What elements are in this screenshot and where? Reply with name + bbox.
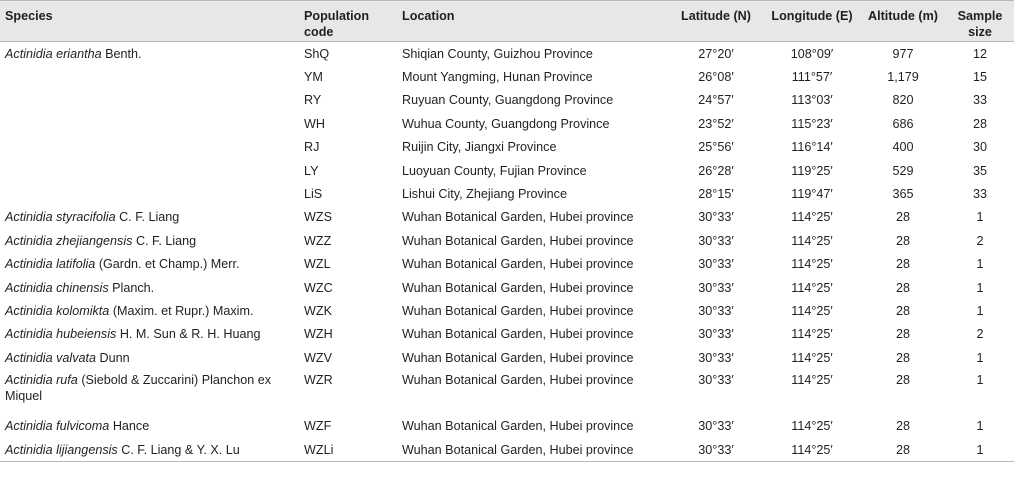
location-cell: Wuhua County, Guangdong Province (402, 116, 610, 131)
species-epithet: kolomikta (56, 303, 110, 318)
species-author: C. F. Liang (119, 210, 180, 225)
species-genus: Actinidia (5, 303, 53, 318)
location-cell: Ruijin City, Jiangxi Province (402, 140, 557, 155)
sample-size-cell: 2 (976, 233, 984, 248)
altitude-cell: 977 (892, 46, 914, 61)
population-code-cell: WZK (304, 303, 332, 318)
longitude-cell: 116°14′ (791, 140, 833, 155)
species-cell (0, 438, 300, 462)
altitude-cell: 28 (860, 438, 946, 462)
species-cell (0, 323, 300, 346)
longitude-cell: 113°03′ (791, 93, 833, 108)
location-cell: Wuhan Botanical Garden, Hubei province (402, 280, 634, 295)
header-row (0, 1, 1014, 42)
species-epithet: styracifolia (56, 210, 116, 225)
sample-size-cell: 1 (976, 350, 984, 365)
sample-size-cell: 35 (972, 163, 987, 178)
sample-size-cell: 1 (976, 257, 984, 272)
population-code-cell: WZL (304, 257, 331, 272)
table-row (0, 65, 1014, 88)
location-cell: Wuhan Botanical Garden, Hubei province (402, 373, 634, 388)
latitude-cell: 30°33′ (698, 350, 734, 365)
altitude-cell: 28 (895, 210, 910, 225)
population-code-cell: ShQ (304, 46, 330, 61)
longitude-cell: 114°25′ (791, 373, 833, 388)
species-genus: Actinidia (5, 442, 53, 457)
location-cell: Wuhan Botanical Garden, Hubei province (402, 303, 634, 318)
latitude-cell: 27°20′ (698, 46, 734, 61)
location-cell: Wuhan Botanical Garden, Hubei province (402, 327, 634, 342)
location-cell: Shiqian County, Guizhou Province (402, 46, 593, 61)
species-author: (Siebold & Zuccarini) Planchon ex Miquel (5, 373, 272, 404)
header-population-code: Population code (300, 1, 398, 42)
longitude-cell: 114°25′ (791, 303, 833, 318)
table-row (0, 42, 1014, 66)
altitude-cell: 28 (895, 303, 910, 318)
latitude-cell: 26°28′ (698, 163, 734, 178)
longitude-cell: 119°47′ (791, 187, 833, 202)
species-binomial (5, 443, 118, 457)
population-code-cell: RY (304, 93, 322, 108)
latitude-cell: 26°08′ (698, 70, 734, 85)
species-binomial (5, 373, 78, 387)
table-header (0, 1, 1014, 42)
population-code-cell: RJ (304, 140, 320, 155)
sample-size-cell: 1 (976, 280, 984, 295)
population-code-cell: WZF (304, 419, 332, 434)
species-epithet: hubeiensis (56, 327, 117, 342)
altitude-cell: 365 (892, 187, 914, 202)
population-code-cell: YM (304, 70, 323, 85)
longitude-cell: 114°25′ (791, 257, 833, 272)
header-sample-size: Sample size (946, 1, 1014, 42)
species-author: (Gardn. et Champ.) Merr. (98, 257, 240, 272)
table-row (0, 414, 1014, 437)
table-row (0, 253, 1014, 276)
population-code-cell: WZR (304, 373, 333, 388)
population-code-cell: WZC (304, 280, 333, 295)
species-author: Benth. (105, 46, 142, 61)
species-cell (0, 206, 300, 229)
species-cell (0, 346, 300, 369)
sample-size-cell: 1 (976, 419, 984, 434)
location-cell: Luoyuan County, Fujian Province (402, 163, 587, 178)
table-row (0, 229, 1014, 252)
species-epithet: chinensis (56, 280, 109, 295)
location-cell: Wuhan Botanical Garden, Hubei province (402, 419, 634, 434)
latitude-cell: 25°56′ (698, 140, 734, 155)
table-row (0, 206, 1014, 229)
table-row (0, 159, 1014, 182)
sample-size-cell: 1 (976, 303, 984, 318)
species-binomial (5, 234, 132, 248)
species-cell (0, 136, 300, 159)
sample-size-cell: 15 (972, 70, 987, 85)
header-latitude: Latitude (N) (668, 1, 764, 42)
species-binomial (5, 281, 109, 295)
population-code-cell: WH (304, 116, 325, 131)
longitude-cell: 108°09′ (790, 46, 834, 61)
longitude-cell: 114°25′ (791, 327, 833, 342)
latitude-cell: 30°33′ (698, 419, 734, 434)
latitude-cell: 24°57′ (698, 93, 734, 108)
latitude-cell: 30°33′ (698, 257, 734, 272)
altitude-cell: 529 (892, 163, 914, 178)
species-genus: Actinidia (5, 419, 53, 434)
location-cell: Wuhan Botanical Garden, Hubei province (402, 210, 634, 225)
species-genus: Actinidia (5, 350, 53, 365)
species-author: H. M. Sun & R. H. Huang (119, 327, 261, 342)
table-row (0, 323, 1014, 346)
table-row (0, 136, 1014, 159)
species-cell (0, 159, 300, 182)
table-row (0, 276, 1014, 299)
longitude-cell: 114°25′ (791, 280, 833, 295)
sample-size-cell: 1 (946, 438, 1014, 462)
latitude-cell: 30°33′ (698, 233, 734, 248)
altitude-cell: 28 (895, 280, 910, 295)
species-binomial (5, 304, 109, 318)
longitude-cell: 114°25′ (791, 233, 833, 248)
location-cell: Wuhan Botanical Garden, Hubei province (398, 438, 668, 462)
species-cell (0, 229, 300, 252)
latitude-cell: 28°15′ (698, 187, 734, 202)
species-binomial (5, 351, 96, 365)
species-cell (0, 65, 300, 88)
species-cell (0, 182, 300, 205)
table-body (0, 42, 1014, 462)
species-epithet: rufa (56, 373, 78, 388)
altitude-cell: 686 (892, 116, 914, 131)
longitude-cell: 119°25′ (791, 163, 833, 178)
table-row (0, 438, 1014, 462)
species-binomial (5, 210, 116, 224)
population-code-cell: WZZ (304, 233, 332, 248)
latitude-cell: 30°33′ (698, 373, 734, 388)
altitude-cell: 1,179 (887, 70, 919, 85)
species-epithet: latifolia (56, 257, 96, 272)
species-binomial (5, 327, 116, 341)
species-cell (0, 414, 300, 437)
species-author: Planch. (112, 280, 155, 295)
altitude-cell: 28 (895, 257, 910, 272)
table-row (0, 112, 1014, 135)
location-cell: Wuhan Botanical Garden, Hubei province (402, 257, 634, 272)
header-location: Location (398, 1, 668, 42)
longitude-cell: 114°25′ (791, 210, 833, 225)
population-code-cell: LiS (304, 187, 323, 202)
species-genus: Actinidia (5, 46, 53, 61)
species-genus: Actinidia (5, 280, 53, 295)
sample-size-cell: 33 (972, 93, 987, 108)
sample-size-cell: 1 (976, 373, 984, 388)
header-longitude: Longitude (E) (764, 1, 860, 42)
latitude-cell: 30°33′ (698, 210, 734, 225)
altitude-cell: 28 (895, 350, 910, 365)
sample-size-cell: 12 (972, 46, 987, 61)
table-row (0, 182, 1014, 205)
longitude-cell: 111°57′ (791, 70, 833, 85)
sample-size-cell: 33 (972, 187, 987, 202)
sample-size-cell: 30 (972, 140, 987, 155)
altitude-cell: 820 (892, 93, 914, 108)
location-cell: Ruyuan County, Guangdong Province (402, 93, 614, 108)
location-cell: Mount Yangming, Hunan Province (402, 70, 593, 85)
species-cell (0, 112, 300, 135)
altitude-cell: 28 (895, 233, 910, 248)
altitude-cell: 28 (895, 419, 910, 434)
sample-size-cell: 28 (972, 116, 987, 131)
location-cell: Wuhan Botanical Garden, Hubei province (402, 233, 634, 248)
species-epithet: valvata (56, 350, 97, 365)
species-author: Hance (112, 419, 150, 434)
species-cell (0, 299, 300, 322)
population-code-cell: WZS (304, 210, 332, 225)
population-code-cell: LY (304, 163, 319, 178)
species-epithet: lijiangensis (56, 442, 118, 457)
species-epithet: eriantha (56, 46, 102, 61)
population-code-cell: WZLi (300, 438, 398, 462)
table-row (0, 346, 1014, 369)
species-cell (0, 89, 300, 112)
altitude-cell: 28 (895, 327, 910, 342)
species-cell (0, 276, 300, 299)
table-row (0, 369, 1014, 414)
species-author: C. F. Liang (135, 233, 197, 248)
latitude-cell: 30°33′ (698, 303, 734, 318)
latitude-cell: 30°33′ (698, 280, 734, 295)
table-row (0, 299, 1014, 322)
species-binomial (5, 257, 95, 271)
longitude-cell: 114°25′ (791, 350, 833, 365)
species-genus: Actinidia (5, 257, 53, 272)
species-binomial (5, 47, 102, 61)
header-altitude: Altitude (m) (860, 1, 946, 42)
population-code-cell: WZH (304, 327, 333, 342)
species-cell (0, 369, 300, 414)
population-code-cell: WZV (304, 350, 332, 365)
location-cell: Wuhan Botanical Garden, Hubei province (402, 350, 634, 365)
species-genus: Actinidia (5, 373, 53, 388)
species-author: (Maxim. et Rupr.) Maxim. (112, 303, 254, 318)
species-epithet: zhejiangensis (56, 233, 133, 248)
species-genus: Actinidia (5, 327, 53, 342)
longitude-cell: 115°23′ (791, 116, 833, 131)
species-epithet: fulvicoma (56, 419, 110, 434)
table-row (0, 89, 1014, 112)
species-binomial (5, 419, 109, 433)
sample-size-cell: 2 (976, 327, 984, 342)
latitude-cell: 30°33′ (668, 438, 764, 462)
species-genus: Actinidia (5, 210, 53, 225)
latitude-cell: 30°33′ (698, 327, 734, 342)
species-author: C. F. Liang & Y. X. Lu (121, 442, 240, 457)
header-species: Species (0, 1, 300, 42)
longitude-cell: 114°25′ (791, 419, 833, 434)
longitude-cell: 114°25′ (764, 438, 860, 462)
location-cell: Lishui City, Zhejiang Province (402, 187, 567, 202)
species-cell (0, 253, 300, 276)
species-genus: Actinidia (5, 233, 53, 248)
altitude-cell: 400 (892, 140, 914, 155)
species-author: Dunn (99, 350, 130, 365)
altitude-cell: 28 (895, 373, 910, 388)
latitude-cell: 23°52′ (698, 116, 734, 131)
species-cell (0, 42, 300, 66)
sample-size-cell: 1 (976, 210, 984, 225)
